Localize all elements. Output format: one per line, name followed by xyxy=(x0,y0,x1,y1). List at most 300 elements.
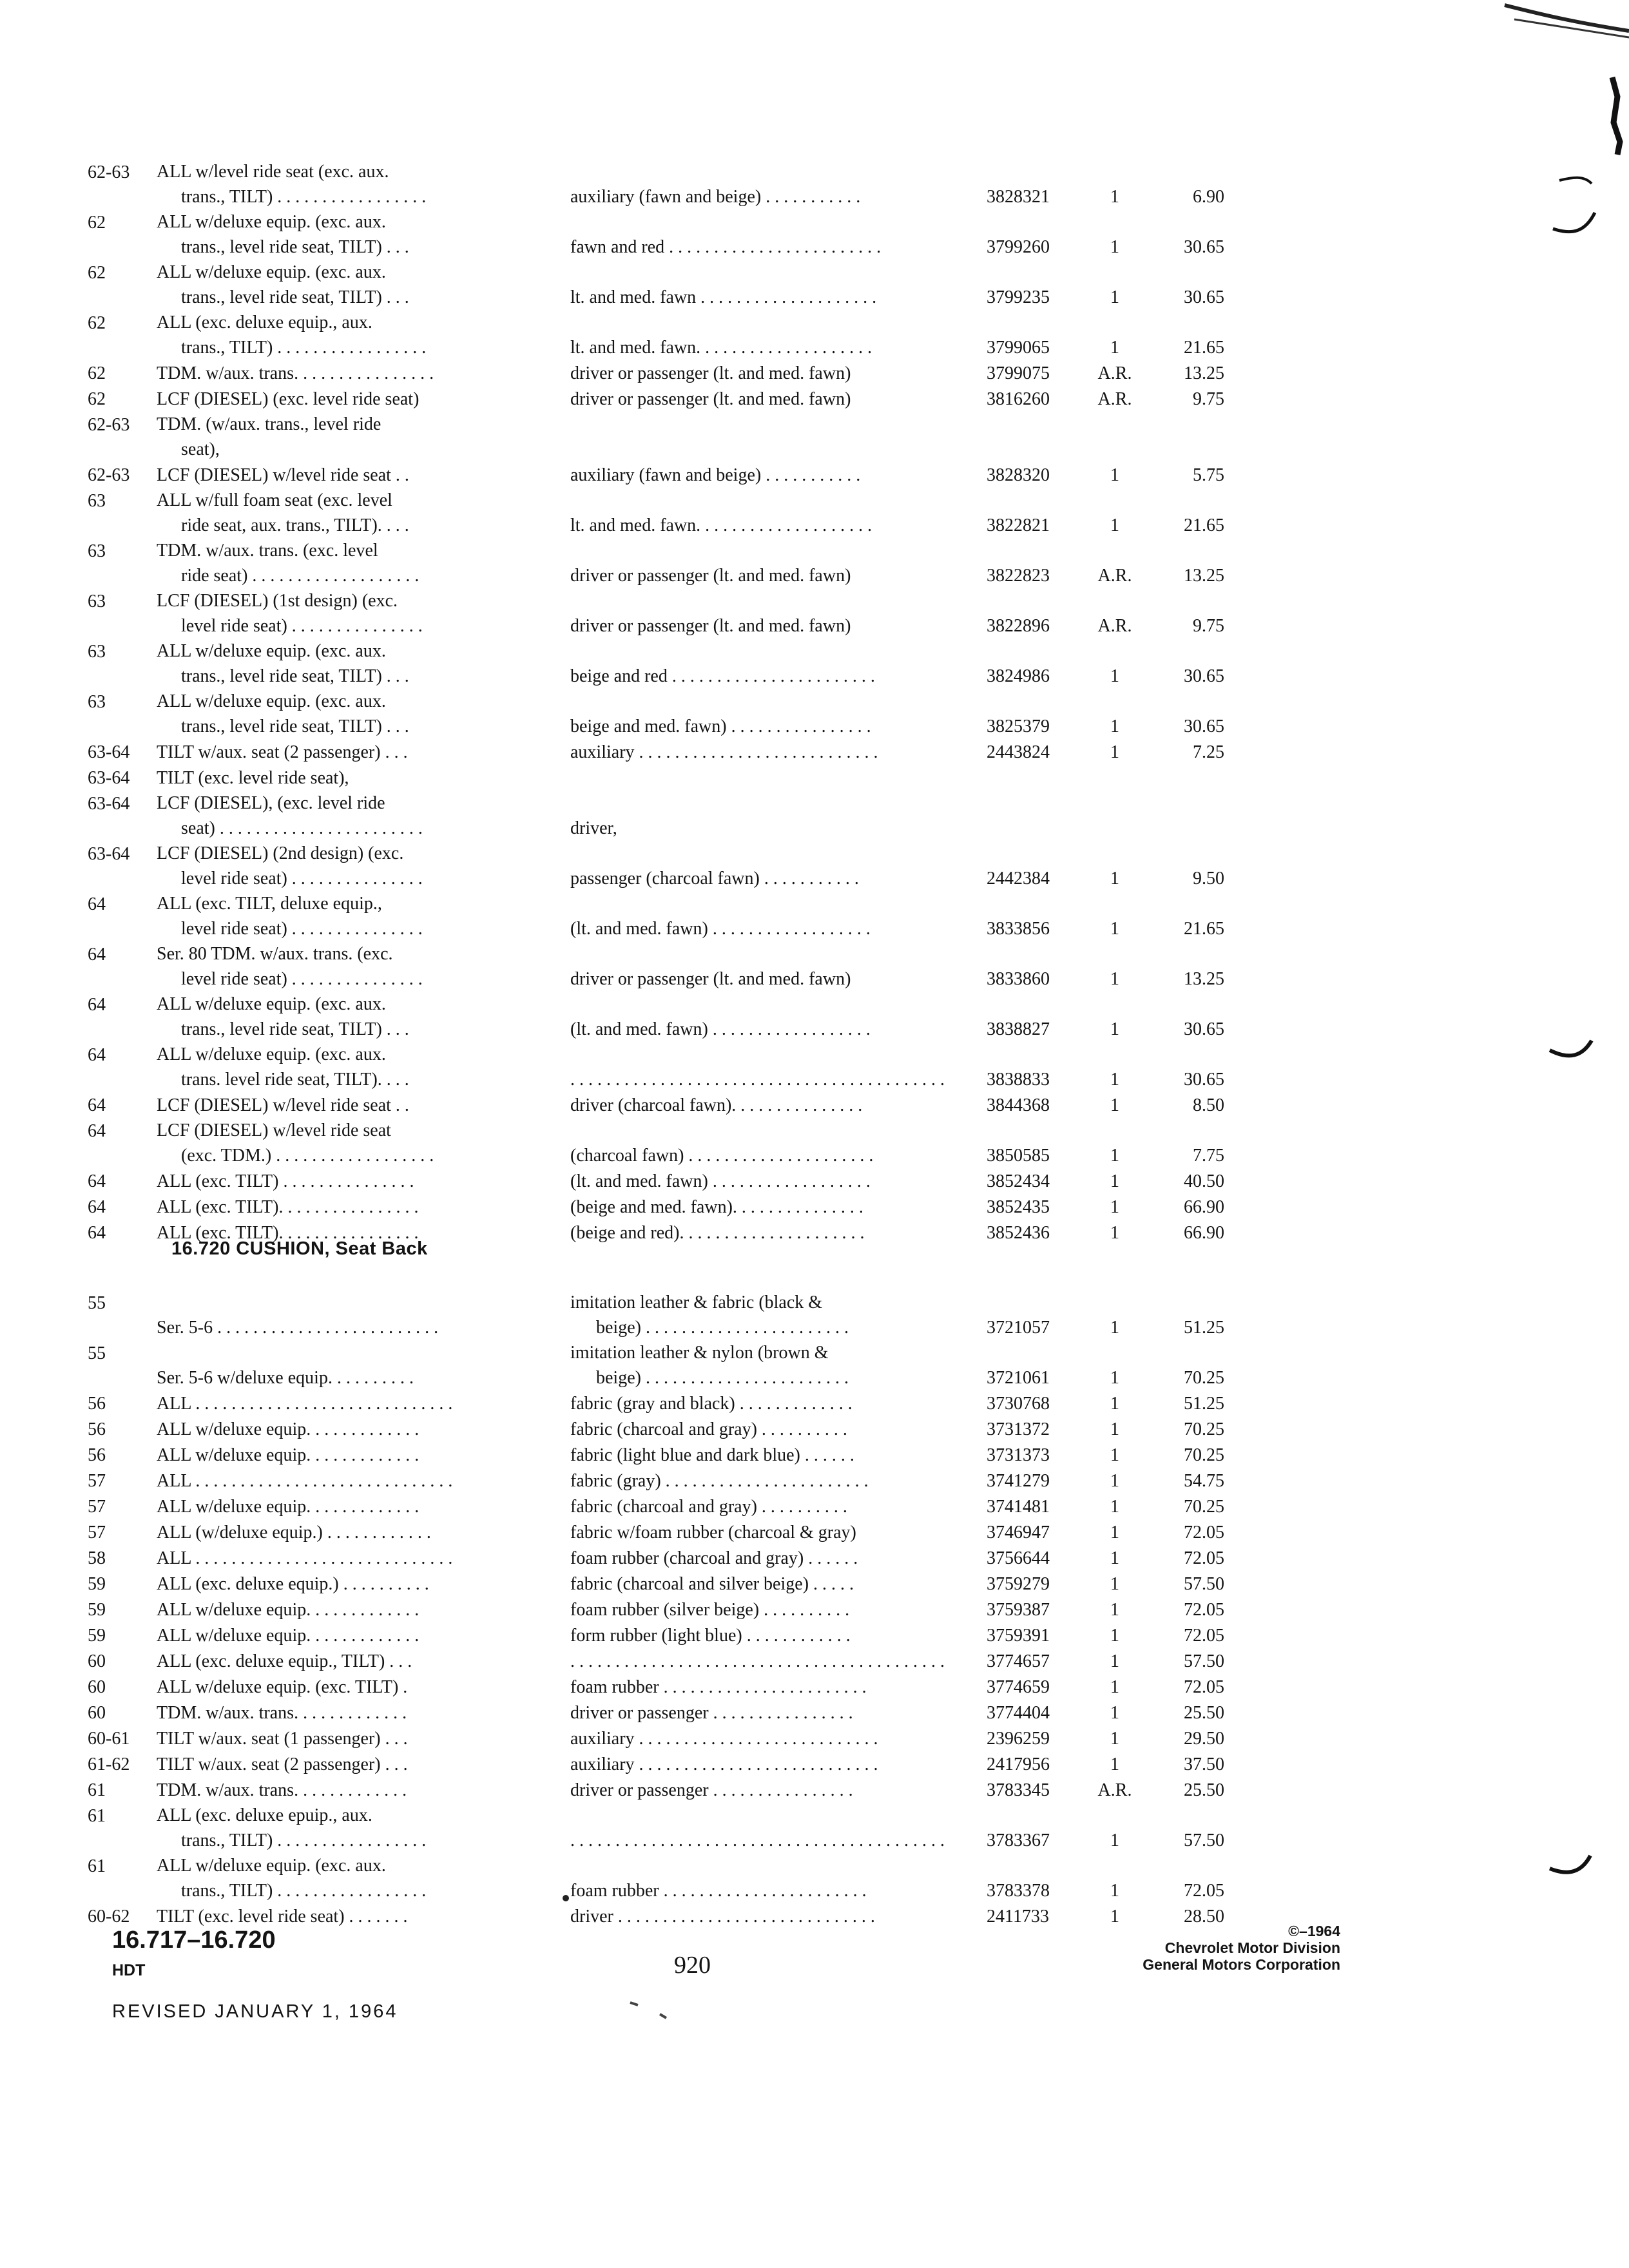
model-year: 63 xyxy=(88,541,106,561)
quantity: 1 xyxy=(1110,1019,1119,1039)
quantity: 1 xyxy=(1110,1318,1119,1338)
list-price: 5.75 xyxy=(1193,465,1224,485)
description-line: driver or passenger . . . . . . . . . . . . . . . . xyxy=(570,1703,853,1723)
model-line: ALL w/deluxe equip. (exc. aux. xyxy=(157,994,386,1014)
part-number: 2396259 xyxy=(987,1729,1050,1749)
model-year: 56 xyxy=(88,1419,106,1439)
quantity: 1 xyxy=(1110,1600,1119,1620)
list-price: 9.50 xyxy=(1193,869,1224,889)
model-year: 64 xyxy=(88,1223,106,1243)
quantity: 1 xyxy=(1110,1171,1119,1191)
list-price: 70.25 xyxy=(1184,1368,1224,1388)
model-line: ride seat) . . . . . . . . . . . . . . . . . . . xyxy=(181,566,419,586)
part-number: 3833856 xyxy=(987,919,1050,939)
part-number: 3759391 xyxy=(987,1626,1050,1646)
part-number: 3759279 xyxy=(987,1574,1050,1594)
description-line: imitation leather & fabric (black & xyxy=(570,1293,823,1312)
part-number: 3783345 xyxy=(987,1780,1050,1800)
description-line: driver (charcoal fawn). . . . . . . . . . . . . . . xyxy=(570,1095,863,1115)
list-price: 9.75 xyxy=(1193,389,1224,409)
quantity: A.R. xyxy=(1097,566,1132,586)
model-year: 60 xyxy=(88,1703,106,1723)
model-year: 57 xyxy=(88,1523,106,1542)
list-price: 51.25 xyxy=(1184,1318,1224,1338)
list-price: 57.50 xyxy=(1184,1831,1224,1850)
description-line: driver or passenger (lt. and med. fawn) xyxy=(570,389,851,409)
model-line: TDM. (w/aux. trans., level ride xyxy=(157,414,381,434)
model-line: ALL (exc. TILT). . . . . . . . . . . . . . . . xyxy=(157,1223,419,1243)
model-year: 59 xyxy=(88,1626,106,1646)
model-year: 64 xyxy=(88,1197,106,1217)
quantity: 1 xyxy=(1110,1223,1119,1243)
description-line: driver or passenger (lt. and med. fawn) xyxy=(570,363,851,383)
model-year: 63 xyxy=(88,591,106,611)
part-number: 3730768 xyxy=(987,1394,1050,1414)
model-line: ALL w/deluxe equip. (exc. aux. xyxy=(157,212,386,232)
model-line: (exc. TDM.) . . . . . . . . . . . . . . . . . . xyxy=(181,1146,434,1166)
model-year: 56 xyxy=(88,1394,106,1414)
model-line: ALL w/deluxe equip. (exc. aux. xyxy=(157,1856,386,1876)
part-number: 3774659 xyxy=(987,1677,1050,1697)
model-line: trans., level ride seat, TILT) . . . xyxy=(181,287,409,307)
quantity: 1 xyxy=(1110,287,1119,307)
description-line: foam rubber (charcoal and gray) . . . . . . xyxy=(570,1548,858,1568)
description-line: passenger (charcoal fawn) . . . . . . . . . . . xyxy=(570,869,859,889)
list-price: 13.25 xyxy=(1184,566,1224,586)
part-number: 3838827 xyxy=(987,1019,1050,1039)
model-line: Ser. 80 TDM. w/aux. trans. (exc. xyxy=(157,944,393,964)
quantity: 1 xyxy=(1110,1907,1119,1927)
list-price: 21.65 xyxy=(1184,919,1224,939)
list-price: 7.25 xyxy=(1193,742,1224,762)
quantity: 1 xyxy=(1110,869,1119,889)
model-year: 57 xyxy=(88,1497,106,1517)
model-line: ALL w/deluxe equip. (exc. aux. xyxy=(157,1044,386,1064)
hole-punch-arc xyxy=(1550,1041,1592,1055)
part-number: 3852435 xyxy=(987,1197,1050,1217)
model-line: trans., level ride seat, TILT) . . . xyxy=(181,237,409,257)
part-number: 3741481 xyxy=(987,1497,1050,1517)
quantity: A.R. xyxy=(1097,389,1132,409)
hole-punch-arc xyxy=(1553,213,1595,232)
quantity: 1 xyxy=(1110,1626,1119,1646)
list-price: 72.05 xyxy=(1184,1548,1224,1568)
list-price: 37.50 xyxy=(1184,1754,1224,1774)
part-number: 3828320 xyxy=(987,465,1050,485)
model-year: 61 xyxy=(88,1780,106,1800)
quantity: 1 xyxy=(1110,1146,1119,1166)
description-line: driver or passenger . . . . . . . . . . . . . . . . xyxy=(570,1780,853,1800)
model-year: 64 xyxy=(88,1095,106,1115)
model-line: level ride seat) . . . . . . . . . . . . . . . xyxy=(181,616,423,636)
part-number: 3833860 xyxy=(987,969,1050,989)
model-line: trans., level ride seat, TILT) . . . xyxy=(181,666,409,686)
part-number: 3741279 xyxy=(987,1471,1050,1491)
quantity: 1 xyxy=(1110,1445,1119,1465)
model-year: 62 xyxy=(88,389,106,409)
description-line: fabric (charcoal and gray) . . . . . . . . . . xyxy=(570,1497,847,1517)
model-line: trans., TILT) . . . . . . . . . . . . . . . . . xyxy=(181,1831,427,1850)
model-line: ALL w/deluxe equip. (exc. TILT) . xyxy=(157,1677,408,1697)
list-price: 6.90 xyxy=(1193,187,1224,207)
part-number: 3756644 xyxy=(987,1548,1050,1568)
model-year: 62-63 xyxy=(88,162,130,182)
page-number: 920 xyxy=(674,1952,711,1979)
model-line: ALL w/deluxe equip. . . . . . . . . . . . . xyxy=(157,1445,419,1465)
description-line: driver or passenger (lt. and med. fawn) xyxy=(570,616,851,636)
model-line: trans., TILT) . . . . . . . . . . . . . . . . . xyxy=(181,187,427,207)
list-price: 51.25 xyxy=(1184,1394,1224,1414)
model-year: 64 xyxy=(88,1171,106,1191)
ink-speck xyxy=(630,2003,666,2018)
copyright-year: ©–1964 xyxy=(1288,1923,1340,1939)
list-price: 70.25 xyxy=(1184,1445,1224,1465)
part-number: 2411733 xyxy=(987,1907,1049,1927)
part-number: 3838833 xyxy=(987,1070,1050,1090)
description-line: (charcoal fawn) . . . . . . . . . . . . . . . . . . . . . xyxy=(570,1146,874,1166)
model-year: 62 xyxy=(88,263,106,283)
revision-date: REVISED JANUARY 1, 1964 xyxy=(112,2001,398,2022)
description-line: fabric (light blue and dark blue) . . . . . . xyxy=(570,1445,854,1465)
list-price: 66.90 xyxy=(1184,1197,1224,1217)
model-year: 56 xyxy=(88,1445,106,1465)
description-line: driver . . . . . . . . . . . . . . . . . . . . . . . . . . . . . xyxy=(570,1907,875,1927)
model-line: ALL (w/deluxe equip.) . . . . . . . . . . . . xyxy=(157,1523,431,1542)
model-line: TDM. w/aux. trans. (exc. level xyxy=(157,541,378,561)
description-line: lt. and med. fawn. . . . . . . . . . . . . . . . . . . . xyxy=(570,515,872,535)
description-line: (lt. and med. fawn) . . . . . . . . . . . . . . . . . . xyxy=(570,1019,871,1039)
description-line: fabric w/foam rubber (charcoal & gray) xyxy=(570,1523,856,1542)
model-year: 62 xyxy=(88,213,106,233)
model-year: 58 xyxy=(88,1548,106,1568)
part-number: 3799065 xyxy=(987,338,1050,358)
part-number: 3783367 xyxy=(987,1831,1050,1850)
model-year: 62-63 xyxy=(88,415,130,435)
quantity: 1 xyxy=(1110,515,1119,535)
model-year: 63-64 xyxy=(88,794,130,814)
hdt-label: HDT xyxy=(112,1961,146,1979)
list-price: 8.50 xyxy=(1193,1095,1224,1115)
list-price: 30.65 xyxy=(1184,1070,1224,1090)
description-line: auxiliary (fawn and beige) . . . . . . . . . . . xyxy=(570,465,861,485)
model-line: LCF (DIESEL) (exc. level ride seat) xyxy=(157,389,419,409)
part-number: 3731372 xyxy=(987,1419,1050,1439)
list-price: 70.25 xyxy=(1184,1497,1224,1517)
part-number: 3850585 xyxy=(987,1146,1050,1166)
model-line: trans. level ride seat, TILT). . . . xyxy=(181,1070,409,1090)
model-line: ALL (exc. TILT) . . . . . . . . . . . . . . . xyxy=(157,1171,414,1191)
hole-punch-arc xyxy=(1550,1856,1590,1872)
quantity: 1 xyxy=(1110,465,1119,485)
description-line: (beige and red). . . . . . . . . . . . . . . . . . . . . xyxy=(570,1223,865,1243)
part-number: 3774657 xyxy=(987,1651,1050,1671)
model-line: TDM. w/aux. trans. . . . . . . . . . . . . xyxy=(157,1703,407,1723)
part-number: 3822896 xyxy=(987,616,1050,636)
quantity: 1 xyxy=(1110,1703,1119,1723)
list-price: 66.90 xyxy=(1184,1223,1224,1243)
model-year: 63-64 xyxy=(88,768,130,788)
list-price: 25.50 xyxy=(1184,1780,1224,1800)
model-year: 60-62 xyxy=(88,1907,130,1927)
model-line: LCF (DIESEL) w/level ride seat xyxy=(157,1120,391,1140)
part-number: 3824986 xyxy=(987,666,1050,686)
model-line: Ser. 5-6 . . . . . . . . . . . . . . . . . . . . . . . . . xyxy=(157,1318,439,1338)
model-line: trans., TILT) . . . . . . . . . . . . . . . . . xyxy=(181,1881,427,1901)
model-line: TILT w/aux. seat (1 passenger) . . . xyxy=(157,1729,408,1749)
description-line: fabric (gray) . . . . . . . . . . . . . . . . . . . . . . . xyxy=(570,1471,869,1491)
description-line: (lt. and med. fawn) . . . . . . . . . . . . . . . . . . xyxy=(570,919,871,939)
model-line: ALL (exc. deluxe equip., TILT) . . . xyxy=(157,1651,412,1671)
model-line: LCF (DIESEL), (exc. level ride xyxy=(157,793,385,813)
list-price: 30.65 xyxy=(1184,237,1224,257)
part-number: 3822821 xyxy=(987,515,1050,535)
model-line: ALL w/deluxe equip. . . . . . . . . . . . . xyxy=(157,1419,419,1439)
model-line: ALL . . . . . . . . . . . . . . . . . . . . . . . . . . . . . xyxy=(157,1394,453,1414)
description-line: driver or passenger (lt. and med. fawn) xyxy=(570,566,851,586)
section-heading: 16.720 CUSHION, Seat Back xyxy=(171,1238,428,1259)
quantity: 1 xyxy=(1110,1729,1119,1749)
quantity: 1 xyxy=(1110,1651,1119,1671)
quantity: 1 xyxy=(1110,1548,1119,1568)
description-line: foam rubber (silver beige) . . . . . . . . . . xyxy=(570,1600,850,1620)
model-line: level ride seat) . . . . . . . . . . . . . . . xyxy=(181,969,423,989)
list-price: 9.75 xyxy=(1193,616,1224,636)
description-line: foam rubber . . . . . . . . . . . . . . . . . . . . . . . xyxy=(570,1677,867,1697)
model-line: seat), xyxy=(181,439,220,459)
page-reference: 16.717–16.720 xyxy=(112,1927,276,1954)
list-price: 70.25 xyxy=(1184,1419,1224,1439)
part-number: 2417956 xyxy=(987,1754,1050,1774)
model-line: trans., TILT) . . . . . . . . . . . . . . . . . xyxy=(181,338,427,358)
part-number: 3852434 xyxy=(987,1171,1050,1191)
quantity: 1 xyxy=(1110,716,1119,736)
list-price: 40.50 xyxy=(1184,1171,1224,1191)
model-year: 57 xyxy=(88,1471,106,1491)
list-price: 72.05 xyxy=(1184,1600,1224,1620)
description-line: beige and med. fawn) . . . . . . . . . . . . . . . . xyxy=(570,716,871,736)
part-number: 3721061 xyxy=(987,1368,1050,1388)
quantity: 1 xyxy=(1110,969,1119,989)
model-year: 61 xyxy=(88,1806,106,1826)
description-line: form rubber (light blue) . . . . . . . . . . . . xyxy=(570,1626,851,1646)
quantity: 1 xyxy=(1110,1419,1119,1439)
description-line: fawn and red . . . . . . . . . . . . . . . . . . . . . . . . xyxy=(570,237,882,257)
model-year: 60 xyxy=(88,1677,106,1697)
quantity: 1 xyxy=(1110,1831,1119,1850)
model-line: level ride seat) . . . . . . . . . . . . . . . xyxy=(181,869,423,889)
model-line: trans., level ride seat, TILT) . . . xyxy=(181,1019,409,1039)
list-price: 30.65 xyxy=(1184,287,1224,307)
list-price: 72.05 xyxy=(1184,1523,1224,1542)
model-year: 60 xyxy=(88,1651,106,1671)
description-line: auxiliary . . . . . . . . . . . . . . . . . . . . . . . . . . . xyxy=(570,1754,878,1774)
list-price: 25.50 xyxy=(1184,1703,1224,1723)
model-year: 61 xyxy=(88,1856,106,1876)
model-line: TILT w/aux. seat (2 passenger) . . . xyxy=(157,1754,408,1774)
quantity: 1 xyxy=(1110,919,1119,939)
model-line: ALL (exc. TILT, deluxe equip., xyxy=(157,894,382,914)
model-year: 62 xyxy=(88,363,106,383)
model-year: 64 xyxy=(88,894,106,914)
model-line: LCF (DIESEL) w/level ride seat . . xyxy=(157,1095,409,1115)
part-number: 3759387 xyxy=(987,1600,1050,1620)
description-line: lt. and med. fawn. . . . . . . . . . . . . . . . . . . . xyxy=(570,338,872,358)
description-line: fabric (charcoal and gray) . . . . . . . . . . xyxy=(570,1419,847,1439)
model-line: ALL (exc. deluxe epuip., aux. xyxy=(157,1805,372,1825)
part-number: 2442384 xyxy=(987,869,1050,889)
model-line: ALL w/deluxe equip. . . . . . . . . . . . . xyxy=(157,1600,419,1620)
description-line: imitation leather & nylon (brown & xyxy=(570,1343,829,1363)
model-year: 59 xyxy=(88,1574,106,1594)
model-line: TILT w/aux. seat (2 passenger) . . . xyxy=(157,742,408,762)
model-line: ALL w/full foam seat (exc. level xyxy=(157,490,392,510)
model-year: 55 xyxy=(88,1293,106,1313)
list-price: 13.25 xyxy=(1184,969,1224,989)
ink-speck xyxy=(563,1895,569,1901)
quantity: 1 xyxy=(1110,1368,1119,1388)
part-number: 3828321 xyxy=(987,187,1050,207)
quantity: 1 xyxy=(1110,187,1119,207)
quantity: 1 xyxy=(1110,1070,1119,1090)
part-number: 3816260 xyxy=(987,389,1050,409)
description-line: lt. and med. fawn . . . . . . . . . . . . . . . . . . . . xyxy=(570,287,877,307)
part-number: 3799075 xyxy=(987,363,1050,383)
list-price: 30.65 xyxy=(1184,716,1224,736)
model-line: ALL (exc. deluxe equip., aux. xyxy=(157,312,372,332)
model-year: 62-63 xyxy=(88,465,130,485)
list-price: 7.75 xyxy=(1193,1146,1224,1166)
description-line: (lt. and med. fawn) . . . . . . . . . . . . . . . . . . xyxy=(570,1171,871,1191)
binding-mark xyxy=(1612,77,1620,155)
list-price: 57.50 xyxy=(1184,1651,1224,1671)
model-line: trans., level ride seat, TILT) . . . xyxy=(181,716,409,736)
description-line: beige and red . . . . . . . . . . . . . . . . . . . . . . . xyxy=(570,666,875,686)
quantity: 1 xyxy=(1110,742,1119,762)
part-number: 2443824 xyxy=(987,742,1050,762)
model-line: ALL . . . . . . . . . . . . . . . . . . . . . . . . . . . . . xyxy=(157,1548,453,1568)
list-price: 21.65 xyxy=(1184,338,1224,358)
model-year: 62 xyxy=(88,313,106,333)
model-line: ALL w/deluxe equip. (exc. aux. xyxy=(157,262,386,282)
quantity: 1 xyxy=(1110,1394,1119,1414)
quantity: 1 xyxy=(1110,1677,1119,1697)
quantity: A.R. xyxy=(1097,363,1132,383)
model-year: 59 xyxy=(88,1600,106,1620)
model-line: ALL w/deluxe equip. . . . . . . . . . . . . xyxy=(157,1497,419,1517)
description-line: . . . . . . . . . . . . . . . . . . . . . . . . . . . . . . . . . . . . . . . . . . xyxy=(570,1070,945,1090)
model-line: TDM. w/aux. trans. . . . . . . . . . . . . . . . xyxy=(157,363,434,383)
quantity: 1 xyxy=(1110,237,1119,257)
quantity: 1 xyxy=(1110,1881,1119,1901)
part-number: 3799260 xyxy=(987,237,1050,257)
model-line: ALL w/deluxe equip. . . . . . . . . . . . . xyxy=(157,1626,419,1646)
list-price: 54.75 xyxy=(1184,1471,1224,1491)
list-price: 13.25 xyxy=(1184,363,1224,383)
description-line: (beige and med. fawn). . . . . . . . . . . . . . . xyxy=(570,1197,863,1217)
quantity: 1 xyxy=(1110,338,1119,358)
model-line: LCF (DIESEL) (2nd design) (exc. xyxy=(157,843,404,863)
model-line: ALL w/deluxe equip. (exc. aux. xyxy=(157,641,386,661)
part-number: 3731373 xyxy=(987,1445,1050,1465)
part-number: 3844368 xyxy=(987,1095,1050,1115)
model-line: TILT (exc. level ride seat), xyxy=(157,768,349,788)
list-price: 28.50 xyxy=(1184,1907,1224,1927)
model-line: level ride seat) . . . . . . . . . . . . . . . xyxy=(181,919,423,939)
model-year: 63 xyxy=(88,642,106,662)
model-year: 60-61 xyxy=(88,1729,130,1749)
list-price: 29.50 xyxy=(1184,1729,1224,1749)
model-year: 55 xyxy=(88,1343,106,1363)
quantity: 1 xyxy=(1110,1197,1119,1217)
part-number: 3799235 xyxy=(987,287,1050,307)
model-line: ALL (exc. deluxe equip.) . . . . . . . . . . xyxy=(157,1574,429,1594)
quantity: 1 xyxy=(1110,1497,1119,1517)
list-price: 72.05 xyxy=(1184,1881,1224,1901)
description-line: auxiliary (fawn and beige) . . . . . . . . . . . xyxy=(570,187,861,207)
list-price: 72.05 xyxy=(1184,1626,1224,1646)
model-line: ALL w/level ride seat (exc. aux. xyxy=(157,162,389,182)
quantity: 1 xyxy=(1110,1095,1119,1115)
model-line: ride seat, aux. trans., TILT). . . . xyxy=(181,515,409,535)
model-line: Ser. 5-6 w/deluxe equip. . . . . . . . . . xyxy=(157,1368,414,1388)
description-line: foam rubber . . . . . . . . . . . . . . . . . . . . . . . xyxy=(570,1881,867,1901)
corporation-name: General Motors Corporation xyxy=(1142,1956,1340,1973)
list-price: 57.50 xyxy=(1184,1574,1224,1594)
hole-punch-arc xyxy=(1559,178,1592,184)
part-number: 3825379 xyxy=(987,716,1050,736)
list-price: 21.65 xyxy=(1184,515,1224,535)
quantity: A.R. xyxy=(1097,616,1132,636)
quantity: 1 xyxy=(1110,1523,1119,1542)
model-line: LCF (DIESEL) (1st design) (exc. xyxy=(157,591,398,611)
description-line: . . . . . . . . . . . . . . . . . . . . . . . . . . . . . . . . . . . . . . . . . . xyxy=(570,1651,945,1671)
part-number: 3721057 xyxy=(987,1318,1050,1338)
quantity: 1 xyxy=(1110,1574,1119,1594)
model-line: TILT (exc. level ride seat) . . . . . . . xyxy=(157,1907,408,1927)
description-line: driver, xyxy=(570,818,617,838)
model-line: ALL w/deluxe equip. (exc. aux. xyxy=(157,691,386,711)
part-number: 3746947 xyxy=(987,1523,1050,1542)
division-name: Chevrolet Motor Division xyxy=(1164,1939,1340,1956)
model-line: ALL (exc. TILT). . . . . . . . . . . . . . . . xyxy=(157,1197,419,1217)
model-year: 64 xyxy=(88,1121,106,1141)
model-year: 63-64 xyxy=(88,742,130,762)
description-line: . . . . . . . . . . . . . . . . . . . . . . . . . . . . . . . . . . . . . . . . . . xyxy=(570,1831,945,1850)
description-line: auxiliary . . . . . . . . . . . . . . . . . . . . . . . . . . . xyxy=(570,1729,878,1749)
model-year: 61-62 xyxy=(88,1754,130,1774)
model-year: 64 xyxy=(88,1045,106,1065)
model-year: 64 xyxy=(88,945,106,965)
description-line: driver or passenger (lt. and med. fawn) xyxy=(570,969,851,989)
quantity: 1 xyxy=(1110,1471,1119,1491)
list-price: 30.65 xyxy=(1184,666,1224,686)
part-number: 3822823 xyxy=(987,566,1050,586)
part-number: 3774404 xyxy=(987,1703,1050,1723)
description-line: beige) . . . . . . . . . . . . . . . . . . . . . . . xyxy=(596,1368,849,1388)
model-line: ALL . . . . . . . . . . . . . . . . . . . . . . . . . . . . . xyxy=(157,1471,453,1491)
list-price: 72.05 xyxy=(1184,1677,1224,1697)
model-line: TDM. w/aux. trans. . . . . . . . . . . . . xyxy=(157,1780,407,1800)
quantity: 1 xyxy=(1110,666,1119,686)
quantity: 1 xyxy=(1110,1754,1119,1774)
model-year: 63 xyxy=(88,692,106,712)
model-line: seat) . . . . . . . . . . . . . . . . . . . . . . . xyxy=(181,818,423,838)
description-line: fabric (gray and black) . . . . . . . . . . . . . xyxy=(570,1394,853,1414)
model-line: LCF (DIESEL) w/level ride seat . . xyxy=(157,465,409,485)
list-price: 30.65 xyxy=(1184,1019,1224,1039)
description-line: fabric (charcoal and silver beige) . . . . . xyxy=(570,1574,854,1594)
model-year: 63 xyxy=(88,491,106,511)
